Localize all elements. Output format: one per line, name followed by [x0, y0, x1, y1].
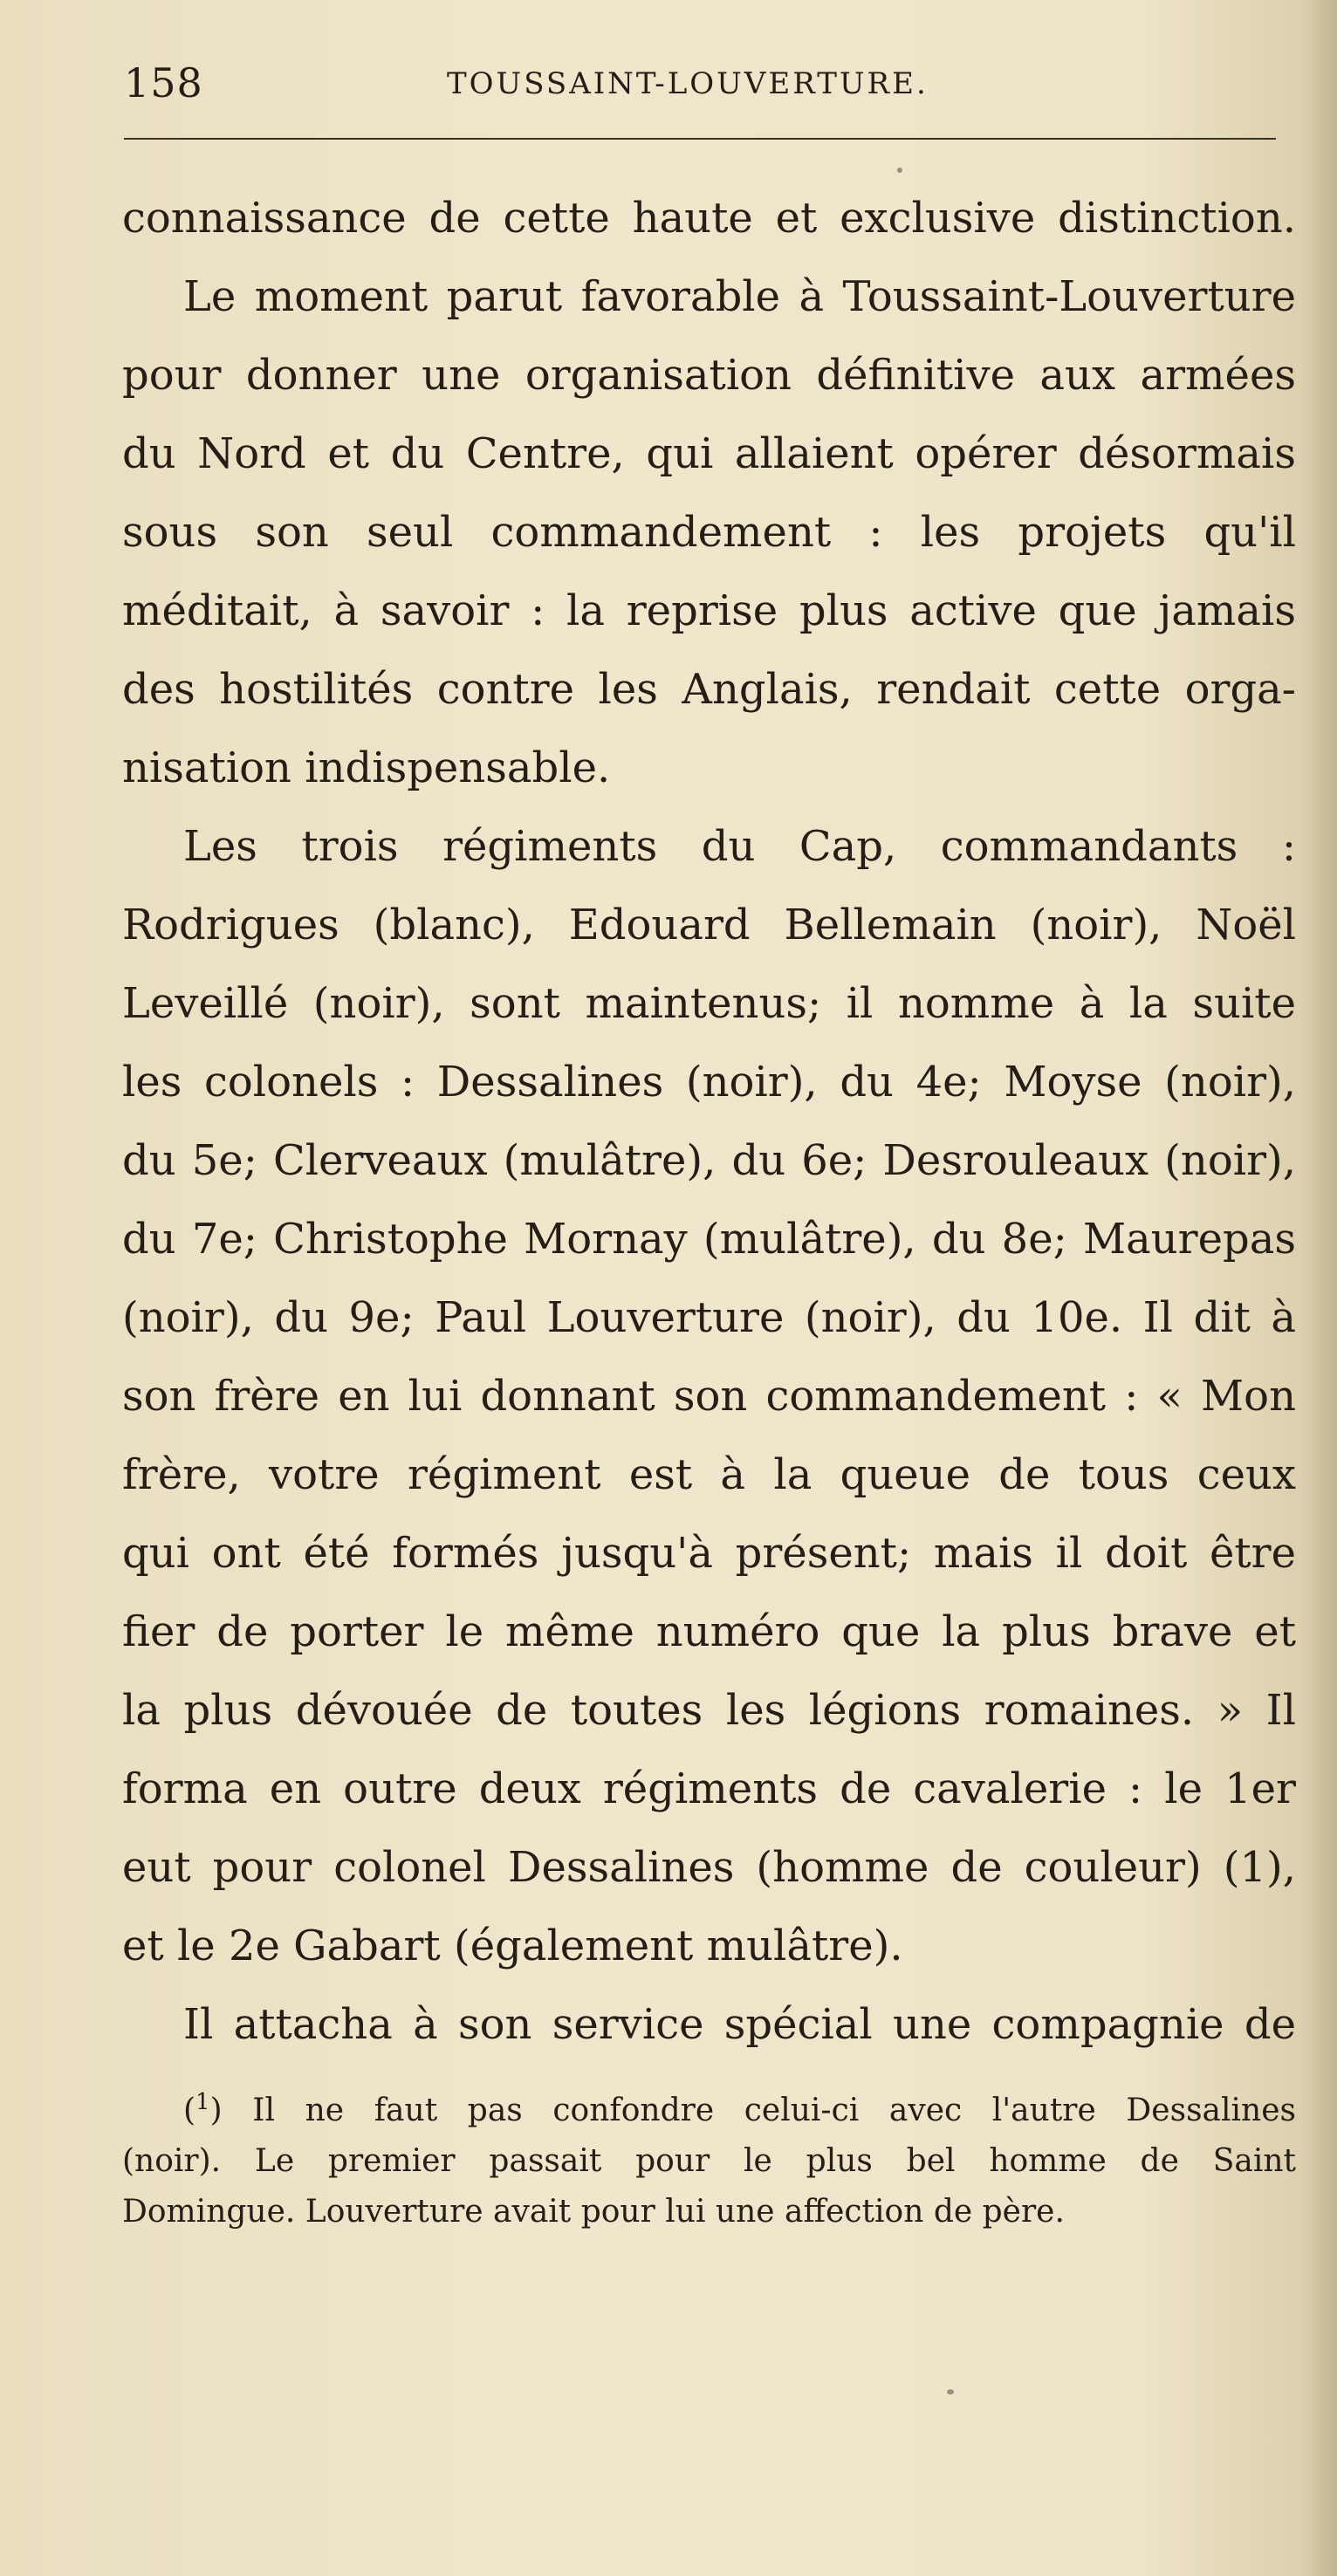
footnote [122, 2086, 1296, 2237]
text-line: pour donner une organisation définitive aux armées [122, 351, 1296, 400]
text-line: et le 2e Gabart (également mulâtre). [122, 1922, 903, 1970]
text-line: la plus dévouée de toutes les légions romaines. » Il [122, 1686, 1296, 1735]
text-line: qui ont été formés jusqu'à présent; mais il doit être [122, 1529, 1296, 1578]
footnote-line: ($^1$) Il ne faut pas confondre celui-ci avec l'autre Dessalines [183, 2089, 1296, 2128]
text-line: des hostilités contre les Anglais, rendait cette orga- [122, 665, 1296, 714]
text-line: Le moment parut favorable à Toussaint-Louverture [183, 272, 1296, 321]
page-header [124, 54, 1276, 115]
text-line: Rodrigues (blanc), Edouard Bellemain (noir), Noël [122, 901, 1296, 949]
body-text [122, 179, 1296, 2064]
text-line: frère, votre régiment est à la queue de tous ceux [122, 1450, 1296, 1499]
text-line: sous son seul commandement : les projets qu'il [122, 508, 1296, 557]
page-number: 158 [124, 59, 203, 106]
ink-speck [897, 168, 902, 173]
text-line: Il attacha à son service spécial une compagnie de [183, 2000, 1296, 2049]
running-head: TOUSSAINT-LOUVERTURE. [447, 66, 929, 101]
footnote-line: Domingue. Louverture avait pour lui une affection de père. [122, 2194, 1065, 2230]
text-line: du 7e; Christophe Mornay (mulâtre), du 8e; Maurepas [122, 1215, 1296, 1264]
text-line: du Nord et du Centre, qui allaient opérer désormais [122, 429, 1296, 478]
text-line: méditait, à savoir : la reprise plus active que jamais [122, 586, 1296, 635]
ink-speck [947, 2389, 954, 2394]
text-line: nisation indispensable. [122, 743, 611, 792]
footnote-marker: 1 [195, 2089, 210, 2115]
text-line: (noir), du 9e; Paul Louverture (noir), du 10e. Il dit à [122, 1293, 1296, 1342]
text-line: les colonels : Dessalines (noir), du 4e; Moyse (noir), [122, 1058, 1296, 1106]
text-line: connaissance de cette haute et exclusive distinction. [122, 194, 1296, 243]
text-line: Leveillé (noir), sont maintenus; il nomme à la suite [122, 979, 1296, 1028]
text-line: fier de porter le même numéro que la plus brave et [122, 1607, 1296, 1656]
page-edge-shadow [1302, 0, 1337, 2576]
footnote-line: (noir). Le premier passait pour le plus bel homme de Saint [122, 2143, 1296, 2179]
text-line: forma en outre deux régiments de cavalerie : le 1er [122, 1764, 1296, 1813]
text-line: eut pour colonel Dessalines (homme de couleur) (1), [122, 1843, 1296, 1892]
footnote-text: Il ne faut pas confondre celui-ci avec l'autre Dessalines [252, 2093, 1296, 2128]
text-line: du 5e; Clerveaux (mulâtre), du 6e; Desrouleaux (noir), [122, 1136, 1296, 1185]
header-rule [124, 138, 1276, 140]
text-line: Les trois régiments du Cap, commandants : [183, 822, 1296, 871]
text-line: son frère en lui donnant son commandement : « Mon [122, 1372, 1296, 1421]
